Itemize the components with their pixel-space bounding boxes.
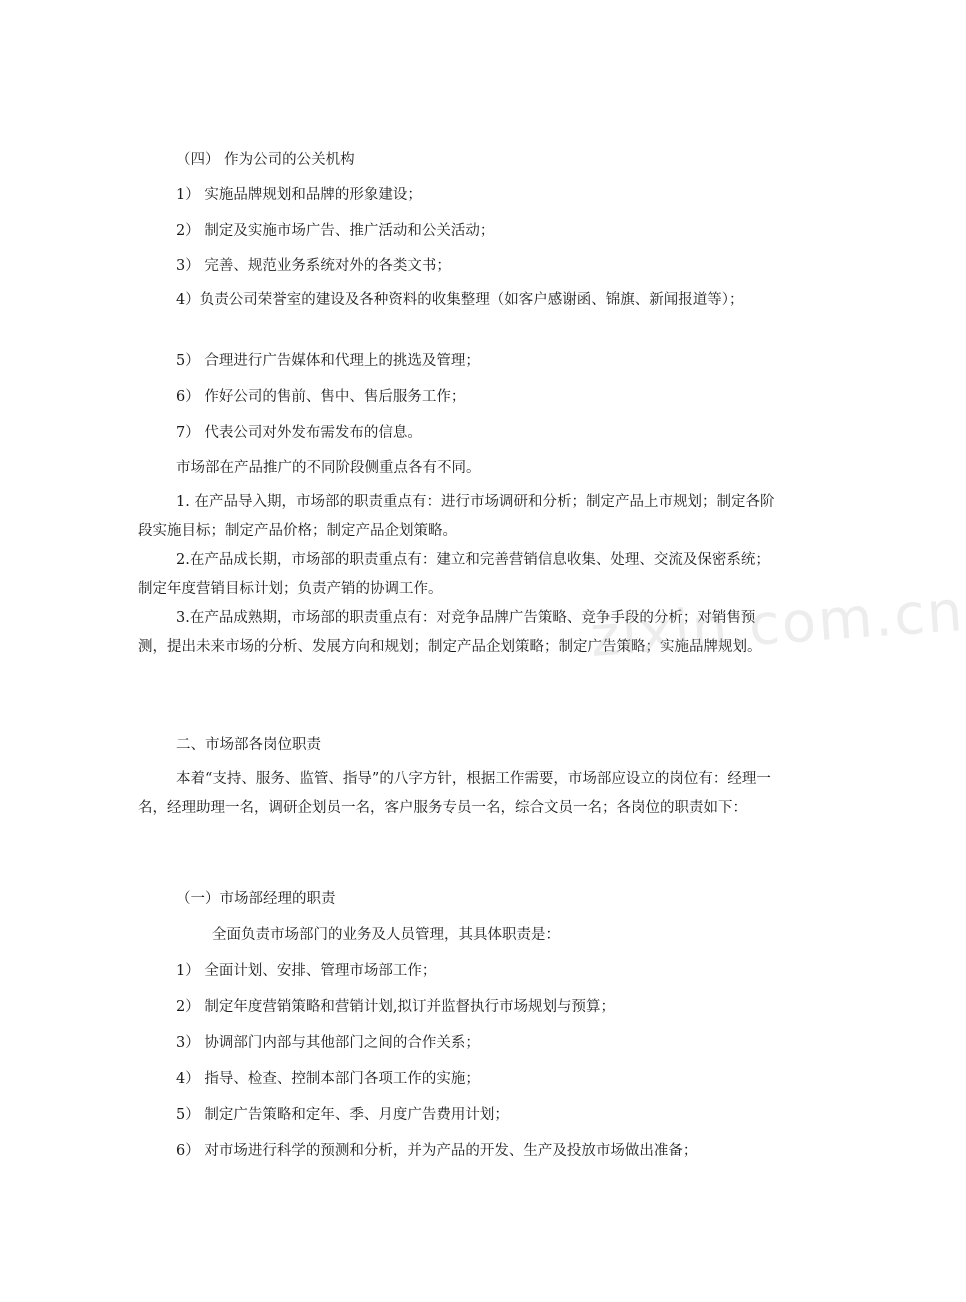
list-item: 2） 制定年度营销策略和营销计划,拟订并监督执行市场规划与预算；	[176, 999, 615, 1015]
list-item: 6） 对市场进行科学的预测和分析，并为产品的开发、生产及投放市场做出准备；	[176, 1143, 698, 1159]
paragraph: 全面负责市场部门的业务及人员管理，其具体职责是：	[212, 927, 560, 943]
list-item: 1） 实施品牌规划和品牌的形象建设；	[176, 187, 422, 203]
section-heading: 二、市场部各岗位职责	[176, 737, 321, 753]
list-item: 5） 制定广告策略和定年、季、月度广告费用计划；	[176, 1107, 509, 1123]
list-item: 4）负责公司荣誉室的建设及各种资料的收集整理（如客户感谢函、锦旗、新闻报道等）；	[176, 292, 744, 308]
section-heading: （一）市场部经理的职责	[176, 891, 336, 907]
list-item: 3） 完善、规范业务系统对外的各类文书；	[176, 258, 451, 274]
paragraph: 市场部在产品推广的不同阶段侧重点各有不同。	[176, 460, 481, 476]
paragraph: 2.在产品成长期，市场部的职责重点有：建立和完善营销信息收集、处理、交流及保密系统；制定年度营销目标计划；负责产销的协调工作。	[138, 552, 770, 597]
list-item: 4） 指导、检查、控制本部门各项工作的实施；	[176, 1071, 480, 1087]
list-item: 3） 协调部门内部与其他部门之间的合作关系；	[176, 1035, 480, 1051]
paragraph: 3.在产品成熟期，市场部的职责重点有：对竞争品牌广告策略、竞争手段的分析；对销售预测，提出未来市场的分析、发展方向和规划；制定产品企划策略；制定广告策略；实施品牌规划。	[138, 610, 762, 655]
list-item: 6） 作好公司的售前、售中、售后服务工作；	[176, 389, 466, 405]
list-item: 1） 全面计划、安排、管理市场部工作；	[176, 963, 437, 979]
paragraph: 1. 在产品导入期，市场部的职责重点有：进行市场调研和分析；制定产品上市规划；制定各阶段实施目标；制定产品价格；制定产品企划策略。	[138, 494, 775, 539]
list-item: 5） 合理进行广告媒体和代理上的挑选及管理；	[176, 353, 480, 369]
list-item: 2） 制定及实施市场广告、推广活动和公关活动；	[176, 223, 495, 239]
section-heading: （四） 作为公司的公关机构	[176, 152, 355, 168]
list-item: 7） 代表公司对外发布需发布的信息。	[176, 425, 422, 441]
paragraph: 本着“支持、服务、监管、指导”的八字方针，根据工作需要，市场部应设立的岗位有：经理一名，经理助理一名，调研企划员一名，客户服务专员一名，综合文员一名；各岗位的职责如下：	[138, 771, 771, 816]
watermark: zixin.com.cn	[588, 579, 966, 670]
